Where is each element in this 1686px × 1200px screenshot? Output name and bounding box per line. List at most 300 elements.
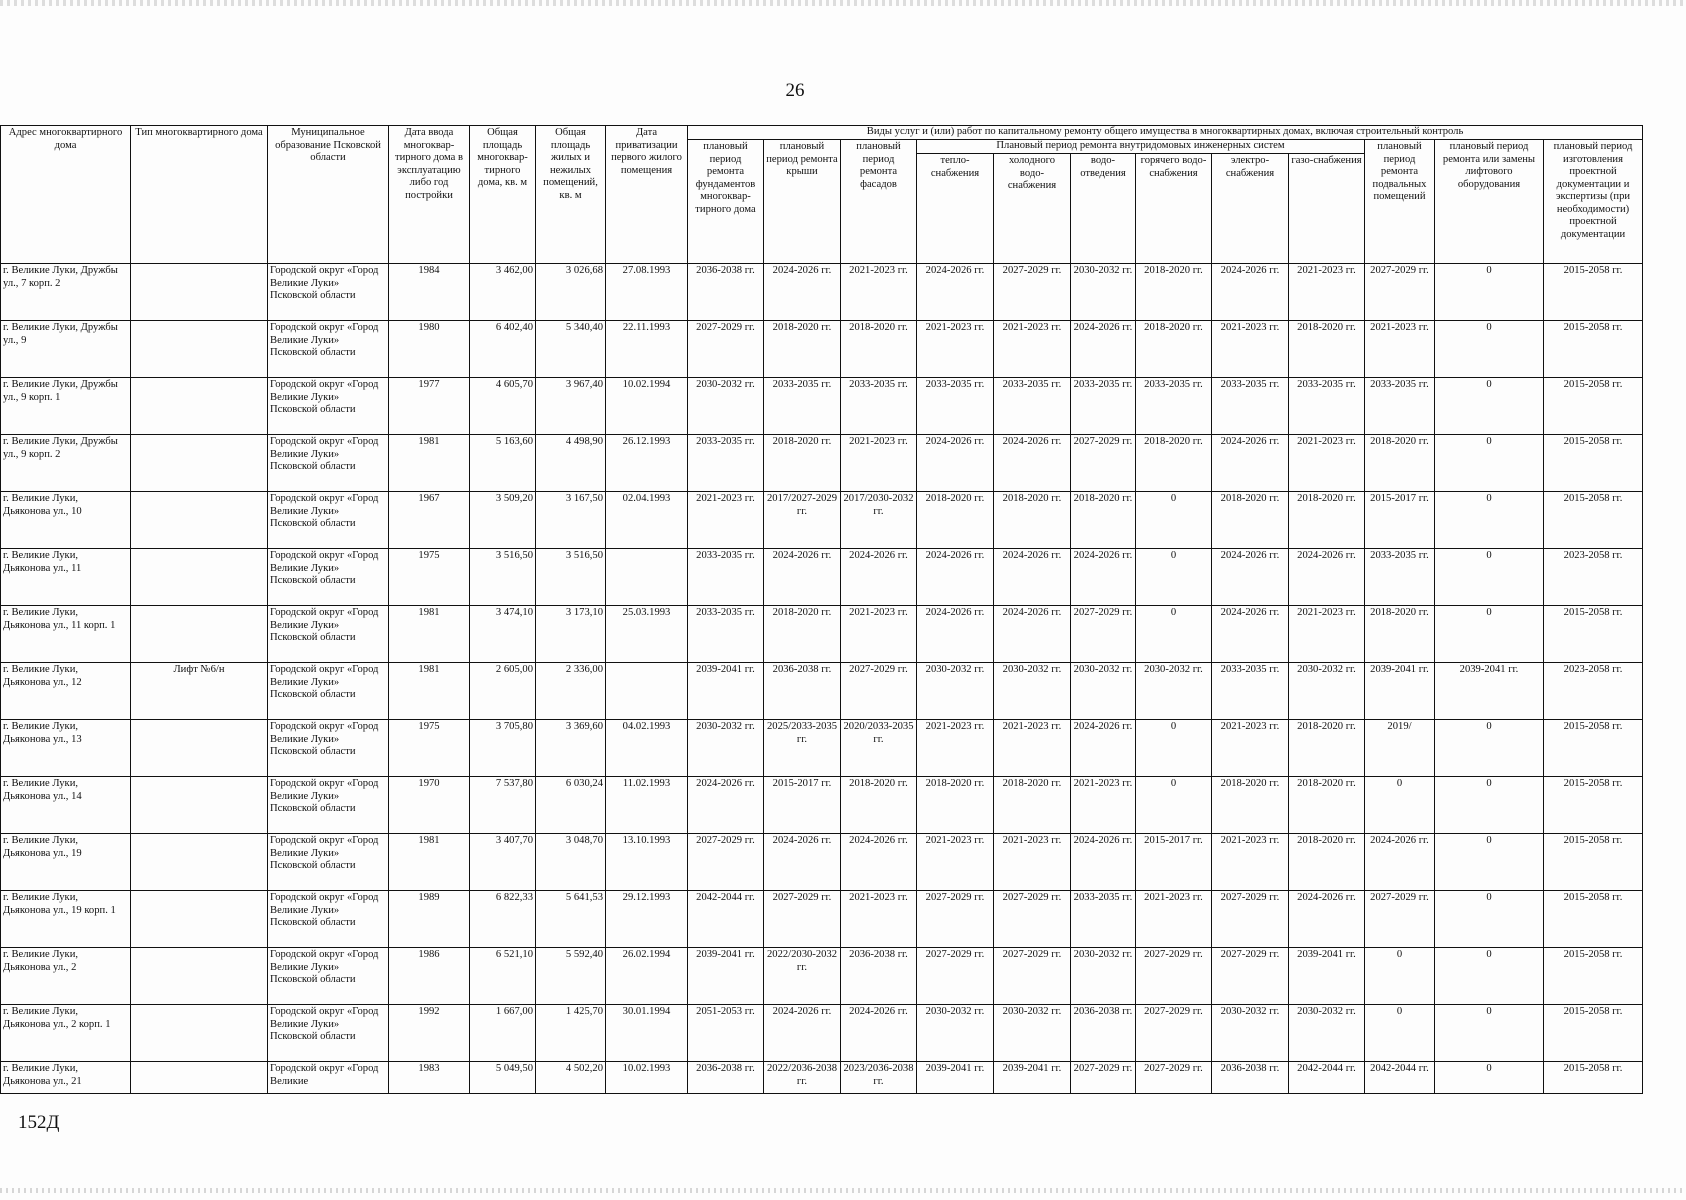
cell-sewerage: 2027-2029 гг. <box>1071 606 1136 663</box>
cell-living-area: 3 967,40 <box>536 378 606 435</box>
cell-cold-water: 2021-2023 гг. <box>994 720 1071 777</box>
table-row <box>1 492 1643 549</box>
cell-hot-water: 2027-2029 гг. <box>1136 1005 1212 1062</box>
table-row <box>1 264 1643 321</box>
cell-municipality: Городской округ «Город Великие Луки» Псковской области <box>268 606 389 663</box>
cell-year: 1984 <box>389 264 470 321</box>
cell-heating: 2030-2032 гг. <box>917 1005 994 1062</box>
header-municipality: Муниципальное образование Псковской области <box>268 126 389 264</box>
cell-municipality: Городской округ «Город Великие Луки» Псковской области <box>268 720 389 777</box>
cell-foundation: 2033-2035 гг. <box>688 549 764 606</box>
cell-electricity: 2033-2035 гг. <box>1212 663 1289 720</box>
cell-roof: 2024-2026 гг. <box>764 1005 841 1062</box>
cell-sewerage: 2036-2038 гг. <box>1071 1005 1136 1062</box>
cell-year: 1970 <box>389 777 470 834</box>
cell-elevator: 0 <box>1435 777 1544 834</box>
cell-foundation: 2042-2044 гг. <box>688 891 764 948</box>
cell-municipality: Городской округ «Город Великие Луки» Псковской области <box>268 663 389 720</box>
cell-project-docs: 2015-2058 гг. <box>1544 1062 1643 1094</box>
cell-roof: 2018-2020 гг. <box>764 321 841 378</box>
cell-gas: 2024-2026 гг. <box>1289 891 1365 948</box>
cell-type <box>131 549 268 606</box>
cell-hot-water: 2027-2029 гг. <box>1136 948 1212 1005</box>
cell-type <box>131 948 268 1005</box>
cell-roof: 2036-2038 гг. <box>764 663 841 720</box>
table-row <box>1 378 1643 435</box>
cell-facade: 2021-2023 гг. <box>841 891 917 948</box>
cell-gas: 2018-2020 гг. <box>1289 720 1365 777</box>
cell-privatization-date: 04.02.1993 <box>606 720 688 777</box>
cell-sewerage: 2018-2020 гг. <box>1071 492 1136 549</box>
cell-privatization-date: 13.10.1993 <box>606 834 688 891</box>
cell-type <box>131 492 268 549</box>
cell-heating: 2021-2023 гг. <box>917 834 994 891</box>
cell-roof: 2033-2035 гг. <box>764 378 841 435</box>
cell-gas: 2021-2023 гг. <box>1289 435 1365 492</box>
cell-living-area: 4 502,20 <box>536 1062 606 1094</box>
cell-privatization-date: 30.01.1994 <box>606 1005 688 1062</box>
cell-address: г. Великие Луки, Дьяконова ул., 13 <box>1 720 131 777</box>
cell-cold-water: 2039-2041 гг. <box>994 1062 1071 1094</box>
header-works-group: Виды услуг и (или) работ по капитальному ремонту общего имущества в многоквартирных домах, включая строительный контроль <box>688 126 1643 140</box>
cell-year: 1975 <box>389 720 470 777</box>
cell-year: 1981 <box>389 834 470 891</box>
cell-living-area: 3 516,50 <box>536 549 606 606</box>
cell-heating: 2021-2023 гг. <box>917 720 994 777</box>
table-row <box>1 1005 1643 1062</box>
cell-total-area: 3 462,00 <box>470 264 536 321</box>
cell-municipality: Городской округ «Город Великие Луки» Псковской области <box>268 492 389 549</box>
cell-address: г. Великие Луки, Дружбы ул., 9 корп. 2 <box>1 435 131 492</box>
cell-foundation: 2027-2029 гг. <box>688 321 764 378</box>
cell-total-area: 6 822,33 <box>470 891 536 948</box>
cell-total-area: 3 407,70 <box>470 834 536 891</box>
cell-total-area: 5 049,50 <box>470 1062 536 1094</box>
cell-basement: 2024-2026 гг. <box>1365 834 1435 891</box>
cell-electricity: 2021-2023 гг. <box>1212 834 1289 891</box>
cell-facade: 2027-2029 гг. <box>841 663 917 720</box>
cell-electricity: 2027-2029 гг. <box>1212 891 1289 948</box>
cell-year: 1981 <box>389 663 470 720</box>
cell-project-docs: 2023-2058 гг. <box>1544 663 1643 720</box>
cell-living-area: 5 592,40 <box>536 948 606 1005</box>
cell-sewerage: 2024-2026 гг. <box>1071 834 1136 891</box>
cell-sewerage: 2021-2023 гг. <box>1071 777 1136 834</box>
cell-foundation: 2033-2035 гг. <box>688 606 764 663</box>
cell-total-area: 7 537,80 <box>470 777 536 834</box>
cell-address: г. Великие Луки, Дьяконова ул., 10 <box>1 492 131 549</box>
table-body <box>1 264 1643 1094</box>
cell-heating: 2027-2029 гг. <box>917 891 994 948</box>
cell-total-area: 3 474,10 <box>470 606 536 663</box>
cell-heating: 2030-2032 гг. <box>917 663 994 720</box>
cell-privatization-date: 26.02.1994 <box>606 948 688 1005</box>
cell-facade: 2021-2023 гг. <box>841 264 917 321</box>
cell-roof: 2027-2029 гг. <box>764 891 841 948</box>
cell-hot-water: 2030-2032 гг. <box>1136 663 1212 720</box>
cell-project-docs: 2015-2058 гг. <box>1544 891 1643 948</box>
cell-project-docs: 2015-2058 гг. <box>1544 492 1643 549</box>
cell-year: 1967 <box>389 492 470 549</box>
cell-heating: 2024-2026 гг. <box>917 264 994 321</box>
cell-living-area: 3 048,70 <box>536 834 606 891</box>
cell-basement: 2027-2029 гг. <box>1365 264 1435 321</box>
cell-address: г. Великие Луки, Дьяконова ул., 12 <box>1 663 131 720</box>
cell-basement: 2033-2035 гг. <box>1365 378 1435 435</box>
cell-roof: 2024-2026 гг. <box>764 549 841 606</box>
cell-basement: 2019/ <box>1365 720 1435 777</box>
header-living-area: Общая площадь жилых и нежилых помещений, кв. м <box>536 126 606 264</box>
cell-facade: 2024-2026 гг. <box>841 1005 917 1062</box>
cell-municipality: Городской округ «Город Великие Луки» Псковской области <box>268 321 389 378</box>
document-code: 152Д <box>18 1112 60 1133</box>
cell-total-area: 6 402,40 <box>470 321 536 378</box>
cell-address: г. Великие Луки, Дьяконова ул., 14 <box>1 777 131 834</box>
cell-municipality: Городской округ «Город Великие Луки» Псковской области <box>268 891 389 948</box>
cell-municipality: Городской округ «Город Великие Луки» Псковской области <box>268 435 389 492</box>
cell-heating: 2024-2026 гг. <box>917 606 994 663</box>
header-elevator: плановый период ремонта или замены лифтового оборудования <box>1435 140 1544 264</box>
cell-roof: 2024-2026 гг. <box>764 264 841 321</box>
cell-year: 1981 <box>389 606 470 663</box>
cell-cold-water: 2027-2029 гг. <box>994 948 1071 1005</box>
cell-electricity: 2024-2026 гг. <box>1212 435 1289 492</box>
cell-cold-water: 2018-2020 гг. <box>994 492 1071 549</box>
cell-gas: 2042-2044 гг. <box>1289 1062 1365 1094</box>
cell-cold-water: 2030-2032 гг. <box>994 663 1071 720</box>
cell-total-area: 1 667,00 <box>470 1005 536 1062</box>
cell-cold-water: 2024-2026 гг. <box>994 435 1071 492</box>
cell-living-area: 3 369,60 <box>536 720 606 777</box>
cell-gas: 2039-2041 гг. <box>1289 948 1365 1005</box>
cell-project-docs: 2015-2058 гг. <box>1544 948 1643 1005</box>
cell-roof: 2022/2030-2032 гг. <box>764 948 841 1005</box>
cell-sewerage: 2024-2026 гг. <box>1071 720 1136 777</box>
cell-privatization-date: 26.12.1993 <box>606 435 688 492</box>
table-row <box>1 663 1643 720</box>
cell-privatization-date: 10.02.1993 <box>606 1062 688 1094</box>
table-row <box>1 720 1643 777</box>
cell-privatization-date: 22.11.1993 <box>606 321 688 378</box>
cell-sewerage: 2027-2029 гг. <box>1071 1062 1136 1094</box>
cell-heating: 2033-2035 гг. <box>917 378 994 435</box>
cell-hot-water: 0 <box>1136 777 1212 834</box>
cell-project-docs: 2015-2058 гг. <box>1544 606 1643 663</box>
cell-project-docs: 2015-2058 гг. <box>1544 378 1643 435</box>
cell-roof: 2025/2033-2035 гг. <box>764 720 841 777</box>
cell-type <box>131 264 268 321</box>
cell-roof: 2018-2020 гг. <box>764 606 841 663</box>
cell-type <box>131 891 268 948</box>
header-electricity: электро-снабжения <box>1212 154 1289 264</box>
cell-year: 1983 <box>389 1062 470 1094</box>
cell-foundation: 2039-2041 гг. <box>688 948 764 1005</box>
cell-gas: 2030-2032 гг. <box>1289 663 1365 720</box>
cell-electricity: 2018-2020 гг. <box>1212 492 1289 549</box>
cell-privatization-date: 25.03.1993 <box>606 606 688 663</box>
cell-sewerage: 2024-2026 гг. <box>1071 321 1136 378</box>
cell-project-docs: 2015-2058 гг. <box>1544 321 1643 378</box>
cell-foundation: 2027-2029 гг. <box>688 834 764 891</box>
cell-year: 1981 <box>389 435 470 492</box>
cell-address: г. Великие Луки, Дьяконова ул., 11 корп. 1 <box>1 606 131 663</box>
cell-total-area: 4 605,70 <box>470 378 536 435</box>
cell-basement: 0 <box>1365 948 1435 1005</box>
cell-basement: 2021-2023 гг. <box>1365 321 1435 378</box>
cell-type <box>131 777 268 834</box>
cell-foundation: 2021-2023 гг. <box>688 492 764 549</box>
cell-hot-water: 0 <box>1136 606 1212 663</box>
cell-elevator: 0 <box>1435 720 1544 777</box>
cell-foundation: 2030-2032 гг. <box>688 378 764 435</box>
cell-privatization-date: 29.12.1993 <box>606 891 688 948</box>
cell-heating: 2021-2023 гг. <box>917 321 994 378</box>
cell-total-area: 2 605,00 <box>470 663 536 720</box>
cell-foundation: 2036-2038 гг. <box>688 1062 764 1094</box>
cell-living-area: 1 425,70 <box>536 1005 606 1062</box>
cell-year: 1980 <box>389 321 470 378</box>
cell-total-area: 3 516,50 <box>470 549 536 606</box>
cell-elevator: 0 <box>1435 834 1544 891</box>
cell-address: г. Великие Луки, Дьяконова ул., 19 <box>1 834 131 891</box>
cell-cold-water: 2024-2026 гг. <box>994 549 1071 606</box>
cell-elevator: 0 <box>1435 378 1544 435</box>
cell-privatization-date: 11.02.1993 <box>606 777 688 834</box>
cell-living-area: 4 498,90 <box>536 435 606 492</box>
table-row <box>1 549 1643 606</box>
cell-electricity: 2024-2026 гг. <box>1212 606 1289 663</box>
cell-address: г. Великие Луки, Дружбы ул., 9 корп. 1 <box>1 378 131 435</box>
cell-basement: 0 <box>1365 1005 1435 1062</box>
cell-hot-water: 2033-2035 гг. <box>1136 378 1212 435</box>
cell-living-area: 5 641,53 <box>536 891 606 948</box>
cell-project-docs: 2015-2058 гг. <box>1544 834 1643 891</box>
cell-facade: 2020/2033-2035 гг. <box>841 720 917 777</box>
header-total-area: Общая площадь многоквар-тирного дома, кв. м <box>470 126 536 264</box>
table-row <box>1 948 1643 1005</box>
cell-project-docs: 2015-2058 гг. <box>1544 264 1643 321</box>
cell-electricity: 2024-2026 гг. <box>1212 264 1289 321</box>
cell-facade: 2033-2035 гг. <box>841 378 917 435</box>
cell-municipality: Городской округ «Город Великие Луки» Псковской области <box>268 1005 389 1062</box>
cell-type <box>131 606 268 663</box>
cell-project-docs: 2015-2058 гг. <box>1544 1005 1643 1062</box>
cell-total-area: 3 509,20 <box>470 492 536 549</box>
cell-address: г. Великие Луки, Дружбы ул., 9 <box>1 321 131 378</box>
cell-facade: 2036-2038 гг. <box>841 948 917 1005</box>
cell-heating: 2018-2020 гг. <box>917 777 994 834</box>
cell-hot-water: 0 <box>1136 720 1212 777</box>
header-privatization-date: Дата приватизации первого жилого помещения <box>606 126 688 264</box>
cell-hot-water: 0 <box>1136 492 1212 549</box>
cell-basement: 2039-2041 гг. <box>1365 663 1435 720</box>
cell-electricity: 2024-2026 гг. <box>1212 549 1289 606</box>
cell-facade: 2017/2030-2032 гг. <box>841 492 917 549</box>
cell-gas: 2018-2020 гг. <box>1289 834 1365 891</box>
cell-basement: 2027-2029 гг. <box>1365 891 1435 948</box>
cell-hot-water: 2021-2023 гг. <box>1136 891 1212 948</box>
table-row <box>1 891 1643 948</box>
table-row <box>1 435 1643 492</box>
header-basement: плановый период ремонта подвальных помещений <box>1365 140 1435 264</box>
cell-municipality: Городской округ «Город Великие Луки» Псковской области <box>268 264 389 321</box>
cell-sewerage: 2033-2035 гг. <box>1071 378 1136 435</box>
cell-year: 1977 <box>389 378 470 435</box>
cell-cold-water: 2021-2023 гг. <box>994 321 1071 378</box>
cell-privatization-date: 27.08.1993 <box>606 264 688 321</box>
cell-year: 1989 <box>389 891 470 948</box>
cell-sewerage: 2033-2035 гг. <box>1071 891 1136 948</box>
cell-gas: 2030-2032 гг. <box>1289 1005 1365 1062</box>
header-type: Тип многоквартирного дома <box>131 126 268 264</box>
header-address: Адрес многоквартирного дома <box>1 126 131 264</box>
cell-foundation: 2051-2053 гг. <box>688 1005 764 1062</box>
cell-privatization-date <box>606 663 688 720</box>
cell-total-area: 3 705,80 <box>470 720 536 777</box>
header-facade: плановый период ремонта фасадов <box>841 140 917 264</box>
cell-year: 1975 <box>389 549 470 606</box>
cell-municipality: Городской округ «Город Великие Луки» Псковской области <box>268 834 389 891</box>
header-project-docs: плановый период изготовления проектной документации и экспертизы (при необходимости) проектной документации <box>1544 140 1643 264</box>
cell-type <box>131 720 268 777</box>
cell-facade: 2024-2026 гг. <box>841 834 917 891</box>
cell-living-area: 6 030,24 <box>536 777 606 834</box>
cell-type <box>131 435 268 492</box>
cell-living-area: 3 026,68 <box>536 264 606 321</box>
cell-foundation: 2024-2026 гг. <box>688 777 764 834</box>
table-row <box>1 321 1643 378</box>
cell-living-area: 3 173,10 <box>536 606 606 663</box>
cell-electricity: 2018-2020 гг. <box>1212 777 1289 834</box>
cell-year: 1992 <box>389 1005 470 1062</box>
cell-facade: 2024-2026 гг. <box>841 549 917 606</box>
cell-project-docs: 2015-2058 гг. <box>1544 777 1643 834</box>
cell-municipality: Городской округ «Город Великие Луки» Псковской области <box>268 948 389 1005</box>
cell-sewerage: 2030-2032 гг. <box>1071 264 1136 321</box>
cell-address: г. Великие Луки, Дьяконова ул., 21 <box>1 1062 131 1094</box>
cell-elevator: 0 <box>1435 1062 1544 1094</box>
cell-cold-water: 2027-2029 гг. <box>994 891 1071 948</box>
cell-elevator: 2039-2041 гг. <box>1435 663 1544 720</box>
header-gas: газо-снабжения <box>1289 154 1365 264</box>
header-cold-water: холодного водо-снабжения <box>994 154 1071 264</box>
cell-electricity: 2021-2023 гг. <box>1212 321 1289 378</box>
header-commission-date: Дата ввода многоквар-тирного дома в эксплуатацию либо год постройки <box>389 126 470 264</box>
cell-address: г. Великие Луки, Дьяконова ул., 2 корп. 1 <box>1 1005 131 1062</box>
cell-electricity: 2033-2035 гг. <box>1212 378 1289 435</box>
cell-municipality: Городской округ «Город Великие Луки» Псковской области <box>268 549 389 606</box>
repair-schedule-table <box>0 125 1643 1094</box>
table-row <box>1 606 1643 663</box>
cell-living-area: 5 340,40 <box>536 321 606 378</box>
cell-facade: 2021-2023 гг. <box>841 606 917 663</box>
cell-address: г. Великие Луки, Дьяконова ул., 11 <box>1 549 131 606</box>
cell-basement: 2015-2017 гг. <box>1365 492 1435 549</box>
cell-hot-water: 2027-2029 гг. <box>1136 1062 1212 1094</box>
cell-total-area: 5 163,60 <box>470 435 536 492</box>
cell-gas: 2033-2035 гг. <box>1289 378 1365 435</box>
cell-heating: 2024-2026 гг. <box>917 435 994 492</box>
cell-heating: 2024-2026 гг. <box>917 549 994 606</box>
cell-living-area: 2 336,00 <box>536 663 606 720</box>
cell-type <box>131 834 268 891</box>
cell-basement: 2018-2020 гг. <box>1365 435 1435 492</box>
cell-foundation: 2030-2032 гг. <box>688 720 764 777</box>
cell-gas: 2021-2023 гг. <box>1289 264 1365 321</box>
cell-elevator: 0 <box>1435 606 1544 663</box>
cell-municipality: Городской округ «Город Великие Луки» Псковской области <box>268 777 389 834</box>
cell-facade: 2023/2036-2038 гг. <box>841 1062 917 1094</box>
cell-hot-water: 2018-2020 гг. <box>1136 321 1212 378</box>
cell-project-docs: 2015-2058 гг. <box>1544 720 1643 777</box>
cell-municipality: Городской округ «Город Великие <box>268 1062 389 1094</box>
cell-address: г. Великие Луки, Дьяконова ул., 2 <box>1 948 131 1005</box>
cell-hot-water: 2018-2020 гг. <box>1136 264 1212 321</box>
cell-elevator: 0 <box>1435 891 1544 948</box>
cell-roof: 2022/2036-2038 гг. <box>764 1062 841 1094</box>
cell-roof: 2017/2027-2029 гг. <box>764 492 841 549</box>
cell-privatization-date: 02.04.1993 <box>606 492 688 549</box>
cell-roof: 2024-2026 гг. <box>764 834 841 891</box>
cell-facade: 2021-2023 гг. <box>841 435 917 492</box>
cell-address: г. Великие Луки, Дружбы ул., 7 корп. 2 <box>1 264 131 321</box>
cell-foundation: 2039-2041 гг. <box>688 663 764 720</box>
header-systems-group: Плановый период ремонта внутридомовых инженерных систем <box>917 140 1365 154</box>
cell-elevator: 0 <box>1435 1005 1544 1062</box>
cell-cold-water: 2033-2035 гг. <box>994 378 1071 435</box>
cell-elevator: 0 <box>1435 321 1544 378</box>
cell-gas: 2021-2023 гг. <box>1289 606 1365 663</box>
cell-privatization-date: 10.02.1994 <box>606 378 688 435</box>
table-row <box>1 777 1643 834</box>
cell-privatization-date <box>606 549 688 606</box>
cell-elevator: 0 <box>1435 264 1544 321</box>
cell-elevator: 0 <box>1435 435 1544 492</box>
cell-municipality: Городской округ «Город Великие Луки» Псковской области <box>268 378 389 435</box>
header-foundation: плановый период ремонта фундаментов многоквар-тирного дома <box>688 140 764 264</box>
header-roof: плановый период ремонта крыши <box>764 140 841 264</box>
cell-elevator: 0 <box>1435 549 1544 606</box>
cell-electricity: 2036-2038 гг. <box>1212 1062 1289 1094</box>
cell-type: Лифт №6/н <box>131 663 268 720</box>
cell-gas: 2018-2020 гг. <box>1289 321 1365 378</box>
cell-sewerage: 2024-2026 гг. <box>1071 549 1136 606</box>
header-heating: тепло-снабжения <box>917 154 994 264</box>
cell-sewerage: 2027-2029 гг. <box>1071 435 1136 492</box>
cell-basement: 2018-2020 гг. <box>1365 606 1435 663</box>
cell-hot-water: 0 <box>1136 549 1212 606</box>
cell-gas: 2024-2026 гг. <box>1289 549 1365 606</box>
scan-edge-bottom <box>0 1188 1686 1193</box>
page-number: 26 <box>785 80 805 101</box>
cell-cold-water: 2018-2020 гг. <box>994 777 1071 834</box>
cell-living-area: 3 167,50 <box>536 492 606 549</box>
cell-heating: 2018-2020 гг. <box>917 492 994 549</box>
cell-year: 1986 <box>389 948 470 1005</box>
cell-foundation: 2036-2038 гг. <box>688 264 764 321</box>
cell-electricity: 2030-2032 гг. <box>1212 1005 1289 1062</box>
cell-cold-water: 2027-2029 гг. <box>994 264 1071 321</box>
header-hot-water: горячего водо-снабжения <box>1136 154 1212 264</box>
cell-cold-water: 2024-2026 гг. <box>994 606 1071 663</box>
cell-hot-water: 2015-2017 гг. <box>1136 834 1212 891</box>
cell-heating: 2039-2041 гг. <box>917 1062 994 1094</box>
header-sewerage: водо-отведения <box>1071 154 1136 264</box>
cell-facade: 2018-2020 гг. <box>841 777 917 834</box>
cell-roof: 2015-2017 гг. <box>764 777 841 834</box>
cell-cold-water: 2030-2032 гг. <box>994 1005 1071 1062</box>
cell-type <box>131 1062 268 1094</box>
